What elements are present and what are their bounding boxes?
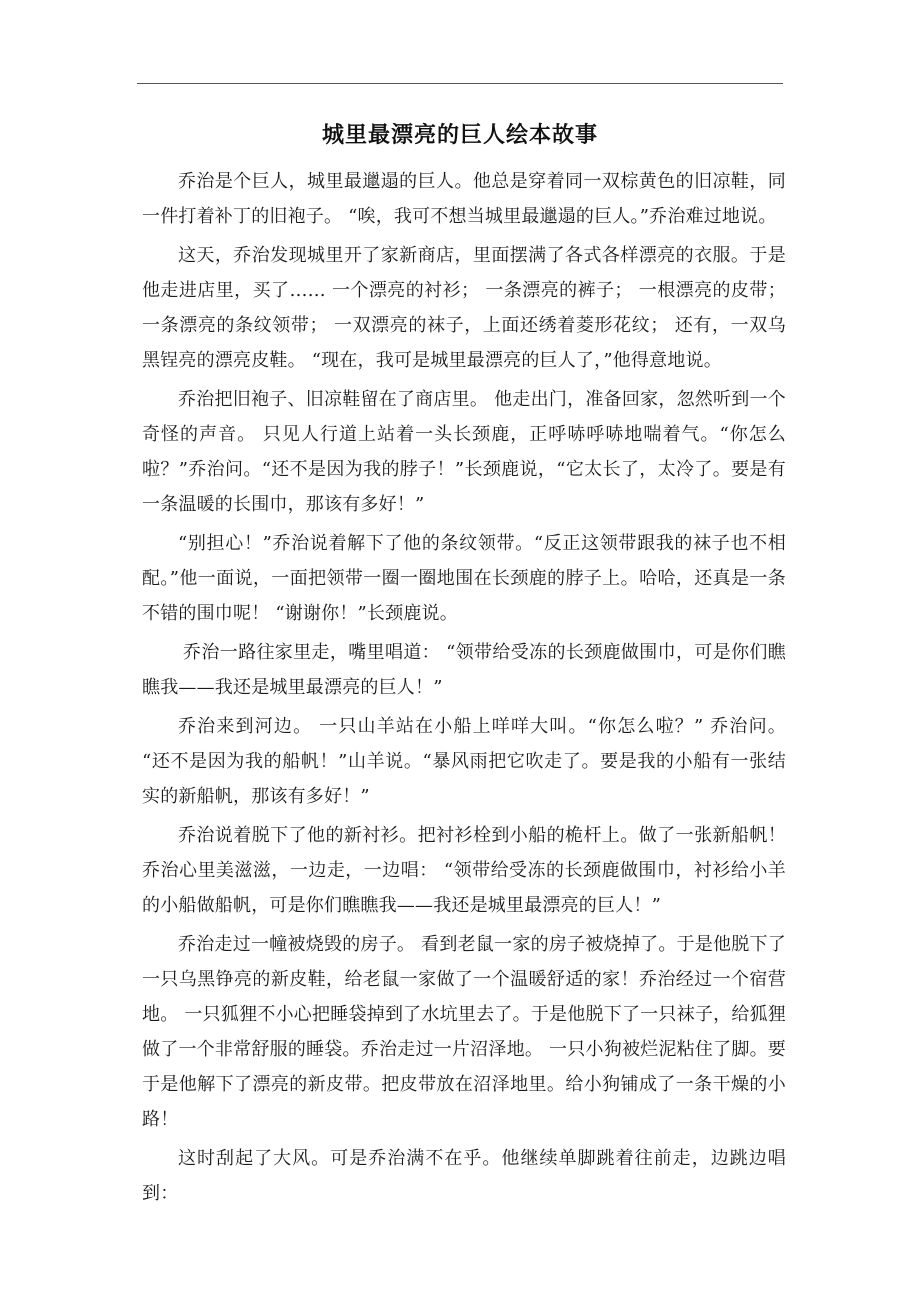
story-body <box>142 164 786 1215</box>
page-title: 城里最漂亮的巨人绘本故事 <box>321 123 598 148</box>
paragraph: 乔治是个巨人，城里最邋遢的巨人。他总是穿着同一双棕黄色的旧凉鞋，同一件打着补丁的旧袍子。 “唉，我可不想当城里最邋遢的巨人。”乔治难过地说。 <box>142 171 786 227</box>
header-rule <box>137 83 783 84</box>
paragraph: 乔治说着脱下了他的新衬衫。把衬衫栓到小船的桅杆上。做了一张新船帆！乔治心里美滋滋，一边走，一边唱： “领带给受冻的长颈鹿做围巾，衬衫给小羊的小船做船帆，可是你们瞧瞧我——我还是城里最漂亮的巨人！” <box>142 825 786 916</box>
paragraph: 这天，乔治发现城里开了家新商店，里面摆满了各式各样漂亮的衣服。于是他走进店里，买了…… 一个漂亮的衬衫； 一条漂亮的裤子； 一根漂亮的皮带；一条漂亮的条纹领带； 一双漂亮的袜子，上面还绣着菱形花纹； 还有，一双乌黑锃亮的漂亮皮鞋。 “现在，我可是城里最漂亮的巨人了，”他得意地说。 <box>142 245 786 371</box>
paragraph: 乔治一路往家里走，嘴里唱道： “领带给受冻的长颈鹿做围巾，可是你们瞧瞧我——我还是城里最漂亮的巨人！” <box>142 642 786 698</box>
paragraph: 乔治把旧袍子、旧凉鞋留在了商店里。 他走出门，准备回家，忽然听到一个奇怪的声音。 只见人行道上站着一头长颈鹿，正呼哧呼哧地喘着气。“你怎么啦？”乔治问。“还不是因为我的脖子！”长颈鹿说，“它太长了，太冷了。要是有一条温暖的长围巾，那该有多好！” <box>142 389 786 515</box>
paragraph: 乔治来到河边。 一只山羊站在小船上咩咩大叫。“你怎么啦？” 乔治问。 “还不是因为我的船帆！”山羊说。“暴风雨把它吹走了。要是我的小船有一张结实的新船帆，那该有多好！” <box>142 716 786 807</box>
paragraph: 这时刮起了大风。可是乔治满不在乎。他继续单脚跳着往前走，边跳边唱到： <box>142 1148 786 1204</box>
paragraph: “别担心！”乔治说着解下了他的条纹领带。“反正这领带跟我的袜子也不相配。”他一面说，一面把领带一圈一圈地围在长颈鹿的脖子上。哈哈，还真是一条不错的围巾呢！ “谢谢你！”长颈鹿说。 <box>142 533 786 624</box>
paragraph: 乔治走过一幢被烧毁的房子。 看到老鼠一家的房子被烧掉了。于是他脱下了一只乌黑铮亮的新皮鞋，给老鼠一家做了一个温暖舒适的家！乔治经过一个宿营地。 一只狐狸不小心把睡袋掉到了水坑里去了。于是他脱下了一只袜子，给狐狸做了一个非常舒服的睡袋。乔治走过一片沼泽地。 一只小狗被烂泥粘住了脚。要于是他解下了漂亮的新皮带。把皮带放在沼泽地里。给小狗铺成了一条干燥的小路！ <box>142 934 786 1130</box>
